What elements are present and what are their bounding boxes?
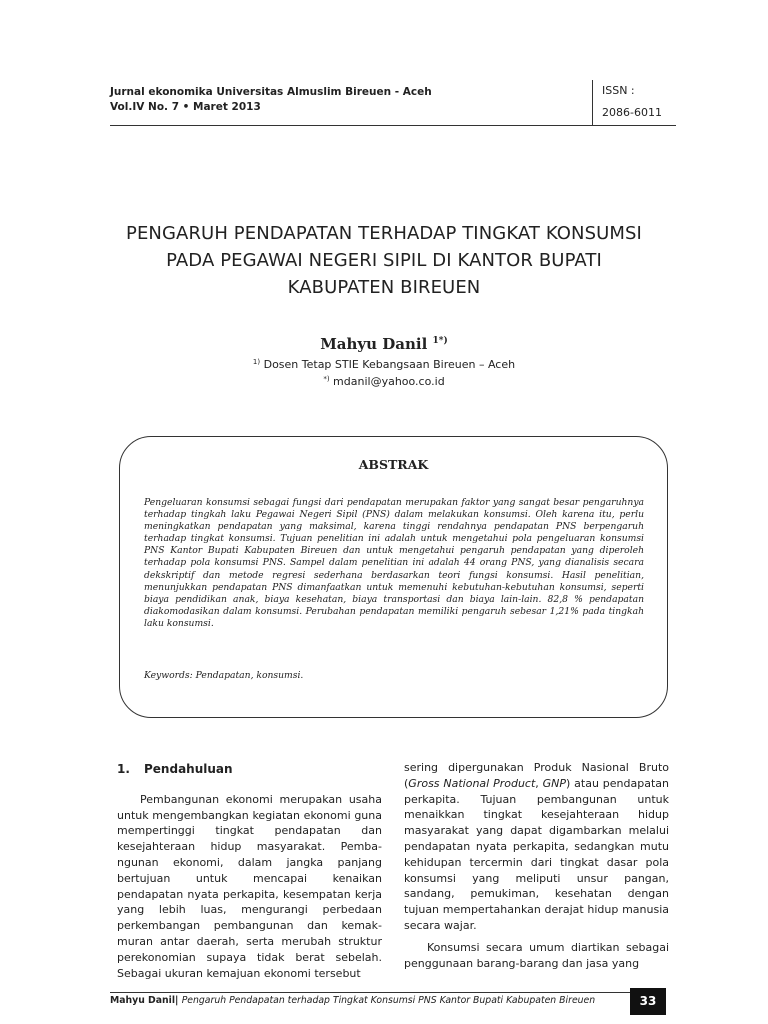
section-heading bbox=[117, 762, 382, 778]
paragraph-2 bbox=[404, 760, 669, 934]
author-name-text: Mahyu Danil bbox=[320, 335, 428, 353]
body-column-right bbox=[404, 760, 669, 971]
gnp-comma: , bbox=[535, 776, 543, 790]
author-affiliation bbox=[0, 358, 768, 371]
footer-divider bbox=[110, 992, 630, 993]
paragraph-3: Konsumsi secara umum diartikan sebagai penggunaan barang-barang dan jasa yang bbox=[404, 940, 669, 970]
issn-label: ISSN : bbox=[602, 84, 635, 97]
email-marker: *) bbox=[323, 375, 330, 383]
running-footer bbox=[110, 995, 630, 1006]
paragraph-2-text-a: sering dipergunakan Produk Nasional Bruto ( bbox=[404, 761, 669, 790]
paragraph-1: Pembangunan ekonomi merupakan usaha untuk mengembangkan kegiatan ekonomi guna mempertinggi tingkat pendapatan dan kesejahteraan hidup masyarakat. Pemba-ngunan ekonomi, dalam jangka panjang bertujuan untuk mencapai kenaikan pendapatan nyata perkapita, kesempatan kerja yang lebih luas, mengurangi perbedaan perkembangan pembangunan dan kemak-muran antar daerah, serta merubah struktur perekonomian supaya tidak berat sebelah. Sebagai ukuran kemajuan ekonomi tersebut bbox=[117, 792, 382, 980]
author-email bbox=[0, 375, 768, 388]
title-line-1: PENGARUH PENDAPATAN TERHADAP TINGKAT KONSUMSI bbox=[126, 223, 642, 244]
title-line-3: KABUPATEN BIREUEN bbox=[287, 277, 481, 298]
paragraph-2-text-b: ) atau pendapatan perkapita. Tujuan pembangunan untuk menaikkan tingkat kesejahteraan hidup masyarakat yang dapat digambarkan melalui pendapatan nyata perkapita, sedangkan mutu kehidupan tercermin dari tingkat dasar pola konsumsi yang meliputi unsur pangan, sandang, pemukiman, kesehatan dengan tujuan mempertahankan derajat hidup manusia secara wajar. bbox=[404, 776, 669, 932]
abstract-heading: ABSTRAK bbox=[358, 457, 429, 472]
affiliation-marker: 1) bbox=[252, 358, 261, 366]
issn-number: 2086-6011 bbox=[602, 106, 662, 119]
abstract-box bbox=[119, 436, 668, 718]
section-title: Pendahuluan bbox=[144, 762, 233, 776]
title-line-2: PADA PEGAWAI NEGERI SIPIL DI KANTOR BUPATI bbox=[166, 250, 602, 271]
page-number: 33 bbox=[630, 988, 666, 1015]
abstract-body: Pengeluaran konsumsi sebagai fungsi dari pendapatan merupakan faktor yang sangat besar pengaruhnya terhadap tingkah laku Pegawai Negeri Sipil (PNS) dalam melakukan konsumsi. Oleh karena itu, perlu meningkatkan pendapatan yang maksimal, karena tinggi rendahnya pendapatan PNS berpengaruh terhadap tingkat konsumsi. Tujuan penelitian ini adalah untuk mengetahui pola pengeluaran konsumsi PNS Kantor Bupati Kabupaten Bireuen dan untuk mengetahui pengaruh pendapatan yang diperoleh terhadap pola konsumsi PNS. Sampel dalam penelitian ini adalah 44 orang PNS, yang dianalisis secara dekskriptif dan metode regresi sederhana berdasarkan teori fungsi konsumsi. Hasil penelitian, menunjukkan pendapatan PNS dimanfaatkan untuk memenuhi kebutuhan-kebutuhan konsumsi, seperti biaya pendidikan anak, biaya kesehatan, biaya transportasi dan biaya lain-lain. 82,8 % pendapatan diakomodasikan dalam konsumsi. Perubahan pendapatan memiliki pengaruh sebesar 1,21% pada tingkah laku konsumsi. bbox=[144, 497, 644, 629]
author-name bbox=[0, 335, 768, 353]
journal-title: Jurnal ekonomika Universitas Almuslim Bireuen - Aceh bbox=[110, 86, 432, 98]
author-marker: 1*) bbox=[432, 336, 448, 346]
header-divider bbox=[110, 125, 676, 126]
issn-box bbox=[592, 80, 676, 126]
gnp-abbr: GNP bbox=[542, 776, 567, 790]
email-text: mdanil@yahoo.co.id bbox=[333, 375, 445, 388]
affiliation-text: Dosen Tetap STIE Kebangsaan Bireuen – Aceh bbox=[263, 358, 516, 371]
section-number: 1. bbox=[117, 762, 130, 776]
abstract-keywords: Keywords: Pendapatan, konsumsi. bbox=[144, 670, 304, 681]
body-column-left bbox=[117, 760, 382, 981]
journal-header bbox=[110, 85, 580, 115]
footer-author: Mahyu Danil bbox=[110, 995, 176, 1006]
gnp-term: Gross National Product bbox=[408, 776, 536, 790]
footer-separator: | bbox=[175, 995, 182, 1006]
footer-title: Pengaruh Pendapatan terhadap Tingkat Konsumsi PNS Kantor Bupati Kabupaten Bireuen bbox=[181, 995, 596, 1006]
paper-title bbox=[90, 220, 678, 301]
journal-volume: Vol.IV No. 7 • Maret 2013 bbox=[110, 101, 261, 113]
